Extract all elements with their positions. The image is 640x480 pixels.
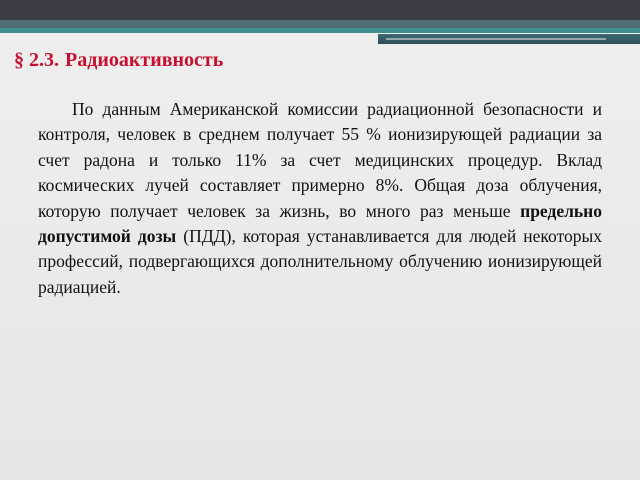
title-text: Радиоактивность (65, 49, 224, 71)
bold-term: предельно допустимой дозы (38, 200, 602, 247)
paragraph-text-part1: По данным Американской комиссии радиационной безопасности и контроля, человек в среднем получает 55 % ионизирующей радиации за счет радона и только 11% за счет медицинских процедур. Вклад космических лучей составляет примерно 8%. Общая доза облучения, которую получает человек за жизнь, во много раз меньше (38, 99, 602, 221)
section-number: § 2.3. (14, 49, 59, 71)
slide-title (14, 49, 223, 72)
header-bar (0, 0, 640, 20)
paragraph-text-part2: (ПДД), которая устанавливается для людей некоторых профессий, подвергающихся дополнительному облучению ионизирующей радиацией. (38, 226, 602, 297)
body-paragraph (38, 97, 602, 300)
header-stripe-dark (0, 20, 640, 28)
header-accent-bar (378, 34, 640, 44)
header-stripe-teal (0, 28, 640, 33)
